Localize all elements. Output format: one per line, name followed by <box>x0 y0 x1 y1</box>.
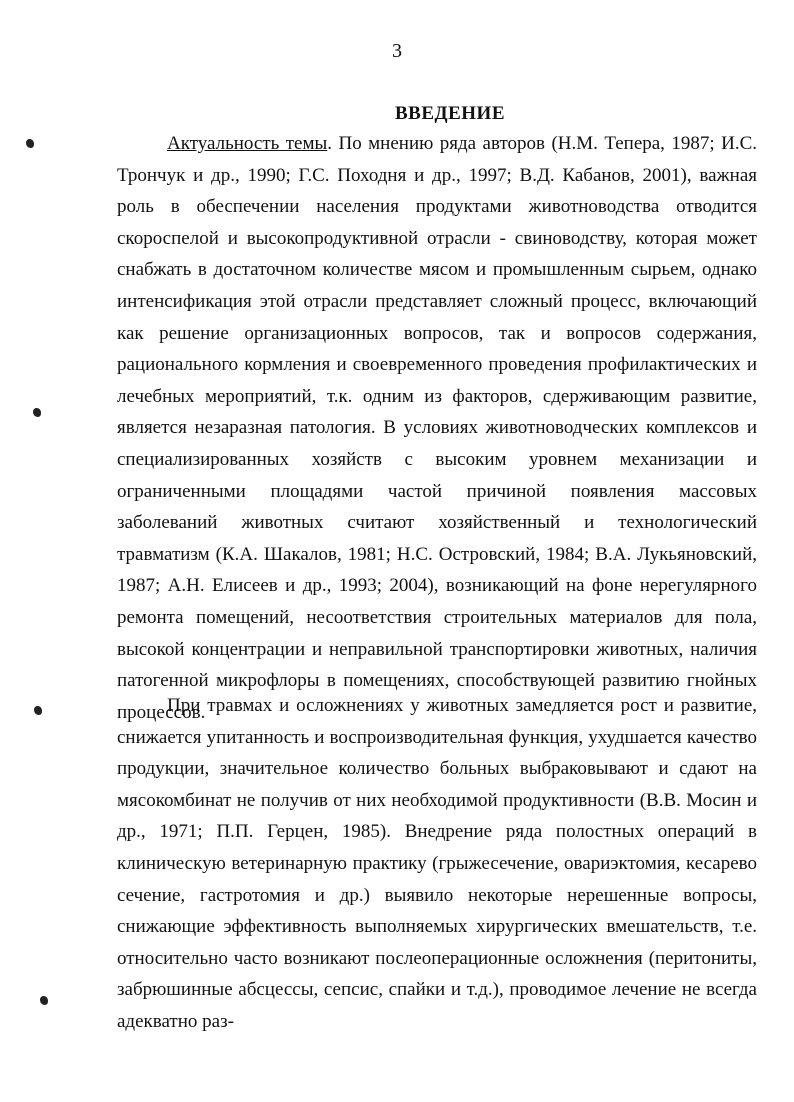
page-number: 3 <box>392 40 402 62</box>
scan-mark <box>40 996 48 1005</box>
paragraph-1-text: . По мнению ряда авторов (Н.М. Тепера, 1987; И.С. Трончук и др., 1990; Г.С. Походня и др., 1997; В.Д. Кабанов, 2001), важная роль в обеспечении населения продуктами животноводства отводится скороспелой и высокопродуктивной отрасли - свиноводству, которая может снабжать в достаточном количестве мясом и промышленным сырьем, однако интенсификация этой отрасли представляет сложный процесс, включающий как решение организационных вопросов, так и вопросов содержания, рационального кормления и своевременного проведения профилактических и лечебных мероприятий, т.к. одним из факторов, сдерживающим развитие, является незаразная патология. В условиях животноводческих комплексов и специализированных хозяйств с высоким уровнем механизации и ограниченными площадями частой причиной появления массовых заболеваний животных считают хозяйственный и технологический травматизм (К.А. Шакалов, 1981; Н.С. Островский, 1984; В.А. Лукьяновский, 1987; А.Н. Елисеев и др., 1993; 2004), возникающий на фоне нерегулярного ремонта помещений, несоответствия строительных материалов для пола, высокой концентрации и неправильной транспортировки животных, наличия патогенной микрофлоры в помещениях, способствующей развитию гнойных процессов. <box>117 133 757 723</box>
paragraph-relevance <box>117 128 757 728</box>
scan-mark <box>26 139 34 148</box>
scan-mark <box>33 408 41 417</box>
paragraph-2-text: При травмах и осложнениях у животных замедляется рост и развитие, снижается упитанность и воспроизводительная функция, ухудшается качество продукции, значительное количество больных выбраковывают и сдают на мясокомбинат не получив от них необходимой продуктивности (В.В. Мосин и др., 1971; П.П. Герцен, 1985). Внедрение ряда полостных операций в клиническую ветеринарную практику (грыжесечение, овариэктомия, кесарево сечение, гастротомия и др.) выявило некоторые нерешенные вопросы, снижающие эффективность выполняемых хирургических вмешательств, т.е. относительно часто возникают послеоперационные осложнения (перитониты, забрюшинные абсцессы, сепсис, спайки и т.д.), проводимое лечение не всегда адекватно раз- <box>117 695 757 1032</box>
section-heading: ВВЕДЕНИЕ <box>395 103 505 124</box>
paragraph-complications <box>117 690 757 1038</box>
relevance-lead: Актуальность темы <box>167 133 328 154</box>
scan-mark <box>34 706 42 715</box>
